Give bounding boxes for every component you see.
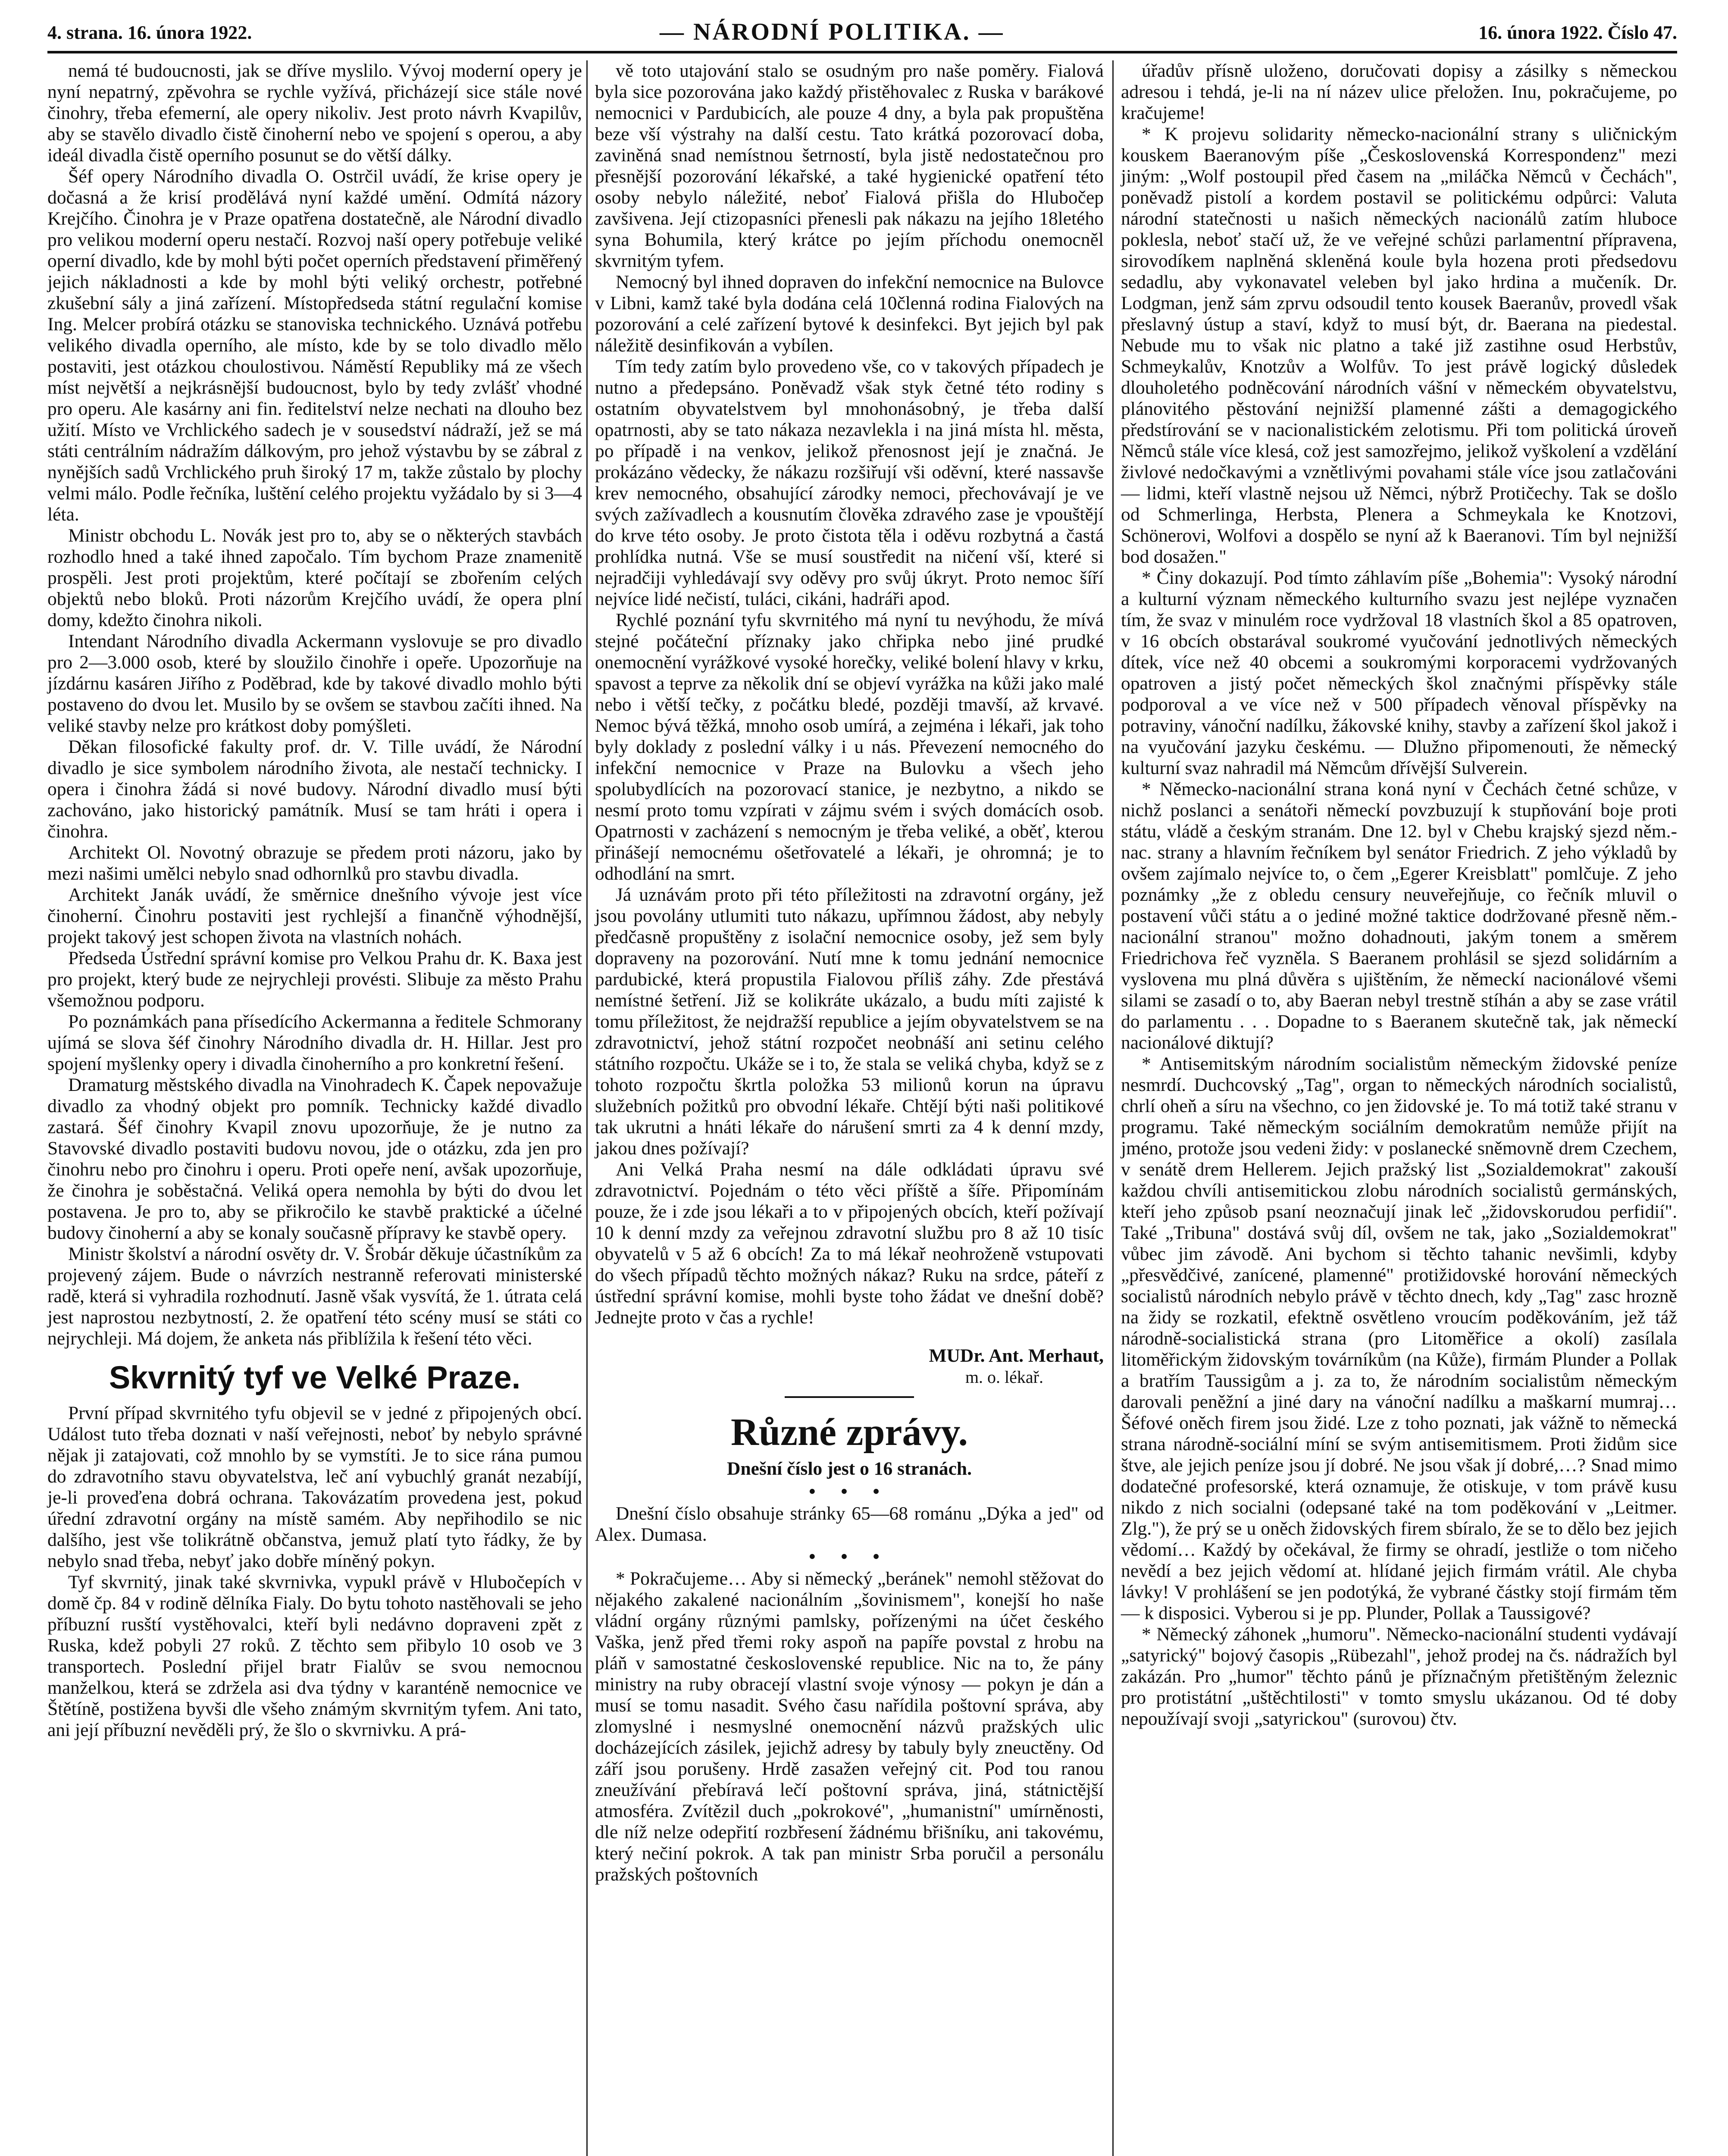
column-1 bbox=[47, 60, 582, 1741]
column-rule-1 bbox=[586, 60, 588, 2156]
article-paragraph: Předseda Ústřední správní komise pro Velkou Prahu dr. K. Baxa jest pro projekt, který bude ze nejrychleji provésti. Slibuje za město Prahu všemožnou podporu. bbox=[47, 948, 582, 1011]
author-role: m. o. lékař. bbox=[965, 1367, 1043, 1387]
section-divider bbox=[785, 1396, 914, 1398]
header-issue-number: 16. února 1922. Číslo 47. bbox=[1478, 22, 1677, 43]
news-item: * Pokračujeme… Aby si německý „beránek" nemohl stěžovat do nějakého zakalené nacionálním „šovinismem", konejší ho naše vládní orgány různými pamlsky, pořízenými na účet českého Vaška, jenž před třemi roky aspoň na papíře povstal z hrobu na pláň v samostatné československé republice. Nic na to, že pány ministry na ruby obracejí vlastní svoje výnosy — pokyn je dán a musí se tomu nasadit. Svého času nařídila poštovní správa, aby zlomyslné i nesmyslné onemocnění názvů pražských ulic docházejících zásilek, jejichž adresy by tabuly byly zneuctěny. Od září jsou porušeny. Hrdě zasažen veřejný cit. Pod tou ranou zneužívání přebíravá lečí poštovní správa, jiná, státnictější atmosféra. Zvítězil duch „pokrokové", „humanistní" umírněnosti, dle níž nelze odepřití rozbřesení žádnému břišníku, ani takovému, který nečiní pokrok. A tak pan ministr Srba poručil a personálu pražských poštovních bbox=[595, 1568, 1104, 1885]
article-paragraph: Architekt Janák uvádí, že směrnice dnešního vývoje jest více činoherní. Činohru postaviti jest rychlejší a finančně výhodnější, projekt takový jest schopen života na vlastních nohách. bbox=[47, 884, 582, 947]
news-item-continued: úřadův přísně uloženo, doručovati dopisy a zásilky s německou adresou i tehdá, je-li na ní název ulice přeložen. Inu, pokračujeme, po kračujeme! bbox=[1121, 60, 1677, 123]
article-paragraph: Šéf opery Národního divadla O. Ostrčil uvádí, že krise opery je dočasná a že krisí prodělává nyní každé umění. Odmítá názory Krejčího. Činohra je v Praze opatřena dostatečně, ale Národní divadlo pro velikou moderní operu nestačí. Rozvoj naší opery potřebuje veliké operní divadlo, kde by mohl býti počet operních představení přiměřený jejich nákladnosti a kde by mohl býti veliký orchestr, potřebné zkušební sály a jiná zařízení. Místopředseda státní regulační komise Ing. Melcer probírá otázku se stanoviska technického. Uznává potřebu velikého divadla operního, ale místo, kde by se tolo divadlo mělo postaviti, jest otázkou choulostivou. Náměstí Republiky má ze všech míst největší a nejkrásnější budoucnost, bylo by tedy zvlášť vhodné pro operu. Ale kasárny ani fin. ředitelství nelze nechati na dlouho bez užití. Místo ve Vrchlického sadech je v sousedství nádraží, jež se má státi centrálním nádražím dálkovým, pro jehož výstavbu by se zábral z nynějších sadů Vrchlického pruh široký 17 m, takže zůstalo by plochy velmi málo. Podle řečníka, luštění celého projektu vyžádalo by si 3—4 léta. bbox=[47, 166, 582, 525]
article-paragraph: Ministr školství a národní osvěty dr. V. Šrobár děkuje účastníkům za projevený zájem. Bude o návrzích nestranně referovati ministerské radě, která si vyhradila rozhodnutí. Jasně však vysvítá, že 1. útrata celá jest naprostou nezbytností, 2. že opatření této scény musí se státi co nejrychleji. Má dojem, že anketa nás přiblížila k řešení této věci. bbox=[47, 1244, 582, 1349]
column-rule-2 bbox=[1112, 60, 1114, 2156]
article-paragraph: Tím tedy zatím bylo provedeno vše, co v takových případech je nutno a předepsáno. Poněvadž však styk četné této rodiny s ostatním obyvatelstvem byl mnohonásobný, je třeba další opatrnosti, aby se tato nákaza nezavlekla i na jiná místa hl. města, po případě i na venkov, jelikož přenosnost její je značná. Je prokázáno vědecky, že nákazu rozšiřují vši oděvní, které nassavše krev nemocného, obsahující zárodky nemoci, přechovávají je ve svých zažívadlech a kousnutím člověka zdravého zase je vpouštějí do krve této osoby. Je proto čistota těla i oděvu rozbytná a častá prohlídka nutná. Vše se musí soustředit na ničení vší, které si nejradčiji vyhledávají svy oděvy pro svůj úkryt. Proto nemoc šíří nejvíce lidé nečistí, tuláci, cikáni, hadráři apod. bbox=[595, 356, 1104, 609]
article-paragraph: Ministr obchodu L. Novák jest pro to, aby se o některých stavbách rozhodlo hned a také ihned započalo. Tím bychom Praze znamenitě prospěli. Jest proti projektům, které počítají se zbořením celých objektů nebo bloků. Proti názorům Krejčího uvádí, že opera plní domy, kdežto činohra nikoli. bbox=[47, 525, 582, 630]
column-2 bbox=[595, 60, 1104, 1885]
separator-dots: • • • bbox=[809, 1481, 890, 1502]
article-paragraph: Já uznávám proto při této příležitosti na zdravotní orgány, jež jsou povolány utlumiti tuto nákazu, upřímnou žádost, aby nebyly předčasně propuštěny z isolační nemocnice osoby, jež sem byly dopraveny na pozorování. Nutí mne k tomu jednání nemocnice pardubické, která propustila Fialovou příliš záhy. Zde přestává nemístné šetření. Již se kolikráte ukázalo, a budu míti zajisté k tomu příležitost, že nejdražší republice a jejím obyvatelstvem se na zdravotnictví, jehož státní rozpočet neobnáší ani setinu celého státního rozpočtu. Ukáže se i to, že stala se veliká chyba, když se z tohoto rozpočtu škrtla položka 53 milionů korun na úpravu služebních požitků pro obvodní lékaře. Chtějí býti naši politikové tak ukrutni a hnáti lékaře do nárušení smrti za 4 k denní mzdy, jakou dnes požívají? bbox=[595, 884, 1104, 1159]
column-3 bbox=[1121, 60, 1677, 1730]
author-signature: MUDr. Ant. Merhaut, bbox=[929, 1345, 1104, 1366]
opera-article-continued: nemá té budoucnosti, jak se dříve myslilo. Vývoj moderní opery je nyní nepatrný, zpěvohra se rychle vyžívá, přicházejí sice stále nové činohry, třeba efemerní, ale opery nikoliv. Jest proto návrh Kvapilův, aby se stavělo divadlo čistě činoherní nebo ve spojení s operou, a aby ideál divadla čistě operního posunut se do větší dálky. bbox=[47, 60, 582, 166]
article-paragraph: Rychlé poznání tyfu skvrnitého má nyní tu nevýhodu, že mívá stejné počáteční příznaky jako chřipka nebo jiné prudké onemocnění vyrážkové vysoké horečky, veliké bolení hlavy v krku, spavost a teprve za několik dní se objeví vyrážka na kůži jako malé nebo i větší tečky, z počátku bledé, později tmavší, až krvavé. Nemoc bývá těžká, mnoho osob umírá, a zejména i lékaři, jak toho byly doklady z poslední války i u nás. Převezení nemocného do infekční nemocnice v Praze na Bulovku a všech jeho spolubydlících na pozorovací stanice, je nezbytno, a nikdo se nesmí proto tomu vzpírati v zájmu svém i svých domácích osob. Opatrnosti v zacházení s nemocným je třeba veliké, a oběť, kterou přinášejí nemocnému ošetřovatelé a lékaři, je ohromná; je to odhodlání na smrt. bbox=[595, 610, 1104, 884]
issue-pages-note: Dnešní číslo jest o 16 stranách. bbox=[727, 1458, 972, 1479]
news-item: Dnešní číslo obsahuje stránky 65—68 románu „Dýka a jed" od Alex. Dumasa. bbox=[595, 1503, 1104, 1545]
article-paragraph: Po poznámkách pana přísedícího Ackermanna a ředitele Schmorany ujímá se slova šéf činohry Národního divadla dr. H. Hillar. Jest pro spojení myšlenky opery i divadla činoherního a pro konkretní řešení. bbox=[47, 1011, 582, 1074]
news-item: * Antisemitským národním socialistům německým židovské peníze nesmrdí. Duchcovský „Tag", organ to německých národních socialistů, chrlí oheň a síru na všechno, co jen židovské je. To má totiž také stranu v programu. Také německým sociálním demokratům nemůže přijít na jméno, protože jsou vedeni židy: v poslanecké sněmovně drem Czechem, v senátě drem Hellerem. Jejich pražský list „Sozialdemokrat" zakouší každou chvíli antisemitickou zlobu národních socialistů germánských, kteří jeho způsob psaní neoznačují jinak leč „židovskorudou perfidií". Také „Tribuna" dostává svůj díl, ovšem ne tak, jako „Sozialdemokrat" vůbec jim závodě. Ani bychom si těchto tahanic nevšimli, kdyby „přesvědčivé, zanícené, plamenné" protižidovské horování německých socialistů národních nebylo právě v těchto dnech, kdy „Tag" zasc hrozně na židy se rozkatil, efektně osvětleno vroucím poděkováním, jež táž národně-socialistická strana (pro Litoměřice a okolí) zasílala litoměřickým židovským továrníkům (na Kůže), firmám Plunder a Pollak a bratřím Taussigům a j. za to, že národním socialistům německým darovali peněžní a jiné dary na vánoční nadílku a maškarní mumraj… Šéfové oněch firem jsou židé. Lze z toho poznati, jak vážně to německá strana národně-sociální míní se svým antisemitismem. Proti židům sice štve, ale jejich peníze jsou jí dobré. Ne jsou však jí dobré,…? Snad mimo dodatečné profesorské, která oznamuje, že otiskuje, v tom právě kusu nikdo z nich socialni (odepsané také na tom poděkování v „Leitmer. Zlg."), že prý se u oněch židovských firem sbíralo, že se to dělo bez jejich vědomí… Každý by očekával, že firmy se ohradí, jestliže o tom ničeho nevědí a bez jejich vědomí at. hlídané jejich firmám vrátil. Ale chyba lávky! V prohlášení se jen podotýká, že vybrané částky stojí firmám těm — k disposici. Vyberou si je pp. Plunder, Pollak a Taussigové? bbox=[1121, 1053, 1677, 1623]
article-paragraph: Intendant Národního divadla Ackermann vyslovuje se pro divadlo pro 2—3.000 osob, které by sloužilo činohře i opeře. Upozorňuje na jízdárnu kasáren Jiřího z Poděbrad, kde by takové divadlo mohlo býti postaveno do dvou let. Musilo by se ovšem se stavbou začíti ihned. Na veliké stavby nelze pro krátkost doby pomýšleti. bbox=[47, 631, 582, 736]
article-paragraph: Architekt Ol. Novotný obrazuje se předem proti názoru, jako by mezi našimi umělci nebylo snad odhornlků pro stavbu divadla. bbox=[47, 842, 582, 884]
newspaper-title: — NÁRODNÍ POLITIKA. — bbox=[660, 19, 1005, 45]
news-section-headline: Různé zprávy. bbox=[731, 1411, 968, 1454]
article-paragraph: První případ skvrnitého tyfu objevil se v jedné z připojených obcí. Událost tuto třeba doznati v naší veřejnosti, neboť by nebylo správné nějak ji zatajovati, což mnohlo by se vymstíti. Je to sice rána pumou do zdravotního stavu obyvatelstva, leč aní vybuchlý granát nezabíjí, je-li proveďena dobrá ochrana. Takovázatím provedena jest, pokud úřední zdravotní orgány na místě samém. Aby nepřihodilo se nic dalšího, jest vše tolikrátně občanstva, jemuž platí tyto řádky, že by nebylo snad třeba, nebyť jako dobře míněný pokyn. bbox=[47, 1403, 582, 1571]
news-item: * K projevu solidarity německo-nacionální strany s uličnickým kouskem Baeranovým píše „Československá Korrespondenz" mezi jiným: „Wolf postoupil před časem na „miláčka Němců v Čechách", poněvadž pistolí a kordem postavil se politickému odpůrci: Valuta národní statečnosti u našich německých nacionálů zatím hluboce poklesla, neboť stačí už, že ve veřejné schůzi parlamentní přípravena, sirovodíkem naplněná skleněná koule byla hozena proti předsedovu sedadlu, aby vykonavatel veleben byl jako hrdina a mučeník. Dr. Lodgman, jenž sám zprvu odsoudil tento kousek Baeranův, provedl však přeslavný ústup a staví, když to musí být, dr. Baerana na piedestal. Nebude mu to však nic platno a také již zastihne osud Herbstův, Schmeykalův, Knotzův a Wolfův. To jest právě logický důsledek dlouholetého podněcování národních vášní v německém obyvatelstvu, plánovitého pěstování nejnižší plamenné zášti a demagogického předstírování se v nacionalistickém zelotismu. Při tom politická úroveň Němců stále více klesá, což jest samozřejmo, jelikož vyškolení a vzdělání živlové nedočkavými a vznětlivými povahami stále více jsou zatlačováni — lidmi, kteří vlastně nejsou už Němci, nýbrž Protičechy. Tak se došlo od Schmerlinga, Herbsta, Plenera a Schmeykala ke Knotzovi, Schönerovi, Wolfovi a dospělo se nyní až k Baeranovi. Tím byl nejnižší bod dosažen." bbox=[1121, 124, 1677, 567]
page-header bbox=[47, 18, 1677, 46]
article-paragraph: Ani Velká Praha nesmí na dále odkládati úpravu své zdravotnictví. Pojednám o této věci příště a šíře. Připomínám pouze, že i zde jsou lékaři a to v připojených obcích, kteří požívají 10 k denní mzdy za veřejnou zdravotní službu pro 8 až 10 tisíc obyvatelů v 5 až 6 obcích! Za to má lékař neohroženě vstupovati do všech případů těchto možných nákaz? Ruku na srdce, páteří z ústřední správní komise, mohli byste toho žádat ve dnešní době? Jednejte proto v čas a rychle! bbox=[595, 1159, 1104, 1328]
article-paragraph: Tyf skvrnitý, jinak také skvrnivka, vypukl právě v Hlubočepích v domě čp. 84 v rodině dělníka Fialy. Do bytu tohoto nastěhovali se jeho příbuzní rusští vystěhovalci, kteří byli nedávno dopraveni zpět z Ruska, kdež pobyli 27 roků. Z těchto sem přibylo 10 osob ve 3 transportech. Poslední přijel bratr Fialův se svou nemocnou manželkou, která se zdržela asi dva týdny v karanténě nemocnice ve Štětíně, postižena byvši dle všeho známým skvrnitým tyfem. Ani tato, ani její příbuzní nevěděli prý, že šlo o skvrnivku. A prá- bbox=[47, 1572, 582, 1740]
article-paragraph: Nemocný byl ihned dopraven do infekční nemocnice na Bulovce v Libni, kamž také byla dodána celá 10členná rodina Fialových na pozorování a celé zařízení bytové k desinfekci. Byt jejich byl pak náležitě desinfikován a vybílen. bbox=[595, 272, 1104, 356]
article-paragraph: Děkan filosofické fakulty prof. dr. V. Tille uvádí, že Národní divadlo je sice symbolem národního života, ale nestačí technicky. I opera i činohra žádá si nové budovy. Národní divadlo musí býti zachováno, jako historický památník. Musí se tam hráti i opera i činohra. bbox=[47, 736, 582, 842]
news-item: * Německý záhonek „humoru". Německo-nacionální studenti vydávají „satyrický" bojový časopis „Rübezahl", jehož prodej na čs. nádražích byl zakázán. Pro „humor" těchto pánů je příznačným přetištěným železnic pro protistátní „uštěchtilosti" v tomto smyslu ukázanou. Od té doby nepoužívají svoji „satyrickou" (surovou) čtv. bbox=[1121, 1624, 1677, 1729]
typhus-article-continued: vě toto utajování stalo se osudným pro naše poměry. Fialová byla sice pozorována jako každý přistěhovalec z Ruska v barákové nemocnici v Pardubicích, ale pouze 4 dny, a byla pak propuštěna beze vší výstrahy na další cestu. Tato krátká pozorovací doba, zaviněná snad nemístnou šetrností, byla jistě nedostatečnou pro přesnější pozorování lékařské, a také hygienické opatření této osoby nebylo náležité, neboť Fialová přišla do Hlubočep zavšivena. Její ctizopasníci přenesli pak nákazu na jejího 18letého syna Bohumila, který krátce po jejím příchodu onemocněl skvrnitým tyfem. bbox=[595, 60, 1104, 271]
header-rule bbox=[47, 51, 1677, 53]
separator-dots: • • • bbox=[809, 1546, 890, 1567]
typhus-article-headline: Skvrnitý tyf ve Velké Praze. bbox=[109, 1360, 521, 1395]
header-page-date: 4. strana. 16. února 1922. bbox=[47, 22, 252, 43]
article-paragraph: Dramaturg městského divadla na Vinohradech K. Čapek nepovažuje divadlo za vhodný objekt pro pomník. Technicky každé divadlo zastará. Šéf činohry Kvapil znovu upozorňuje, že je nutno za Stavovské divadlo postaviti budovu novou, jde o otázku, zda jen pro činohru nebo pro činohru i operu. Proti opeře není, avšak upozorňuje, že činohra je soběstačná. Veliká opera nemohla by býti do dvou let postavena. Je pro to, aby se přikročilo ke stavbě praktické a účelné budovy činoherní a aby se konaly současně přípravy ke stavbě opery. bbox=[47, 1075, 582, 1243]
news-item: * Činy dokazují. Pod tímto záhlavím píše „Bohemia": Vysoký národní a kulturní význam německého kulturního svazu jest nejlépe vyznačen tím, že svaz v minulém roce vydržoval 18 vlastních škol a 85 opatroven, v 16 obcích obstarával soukromé vyučování jednotlivých německých dítek, více než 40 obcemi a soukromými korporacemi vydržovaných opatroven a jistý počet německých škol značnými příspěvky stále podporoval a ve více než v 500 případech věnoval příspěvky na potraviny, vánoční nadílku, žákovské knihy, stavby a zařízení škol jakož i na vyučování jazyku českému. — Dlužno připomenouti, že německý kulturní svaz nahradil má Němcům dřívější Sulverein. bbox=[1121, 567, 1677, 778]
news-item: * Německo-nacionální strana koná nyní v Čechách četné schůze, v nichž poslanci a senátoři německí povzbuzují k stupňování boje proti státu, vládě a českým stranám. Dne 12. byl v Chebu krajský sjezd něm.-nac. strany a hlavním řečníkem byl senátor Friedrich. Z jeho výkladů by ovšem zajímalo nejvíce to, o čem „Egerer Kreisblatt" pomlčuje. Z jeho poznámky „že z obledu censury neuveřejňuje, co řečník mluvil o postavení vůči státu a o jediné možné taktice dodržované přesně něm.-nacionální stranou" možno dohadnouti, jakým tonem a směrem Friedrichova řeč vyzněla. S Baeranem prohlásil se sjezd solidárním a vyslovena mu plná důvěra s ujištěním, že německí nacionálové všemi silami se zasadí o to, aby Baeran nebyl trestně stíhán a aby se zase vrátil do parlamentu . . . Dopadne to s Baeranem skutečně tak, jak německí nacionálové diktují? bbox=[1121, 779, 1677, 1053]
